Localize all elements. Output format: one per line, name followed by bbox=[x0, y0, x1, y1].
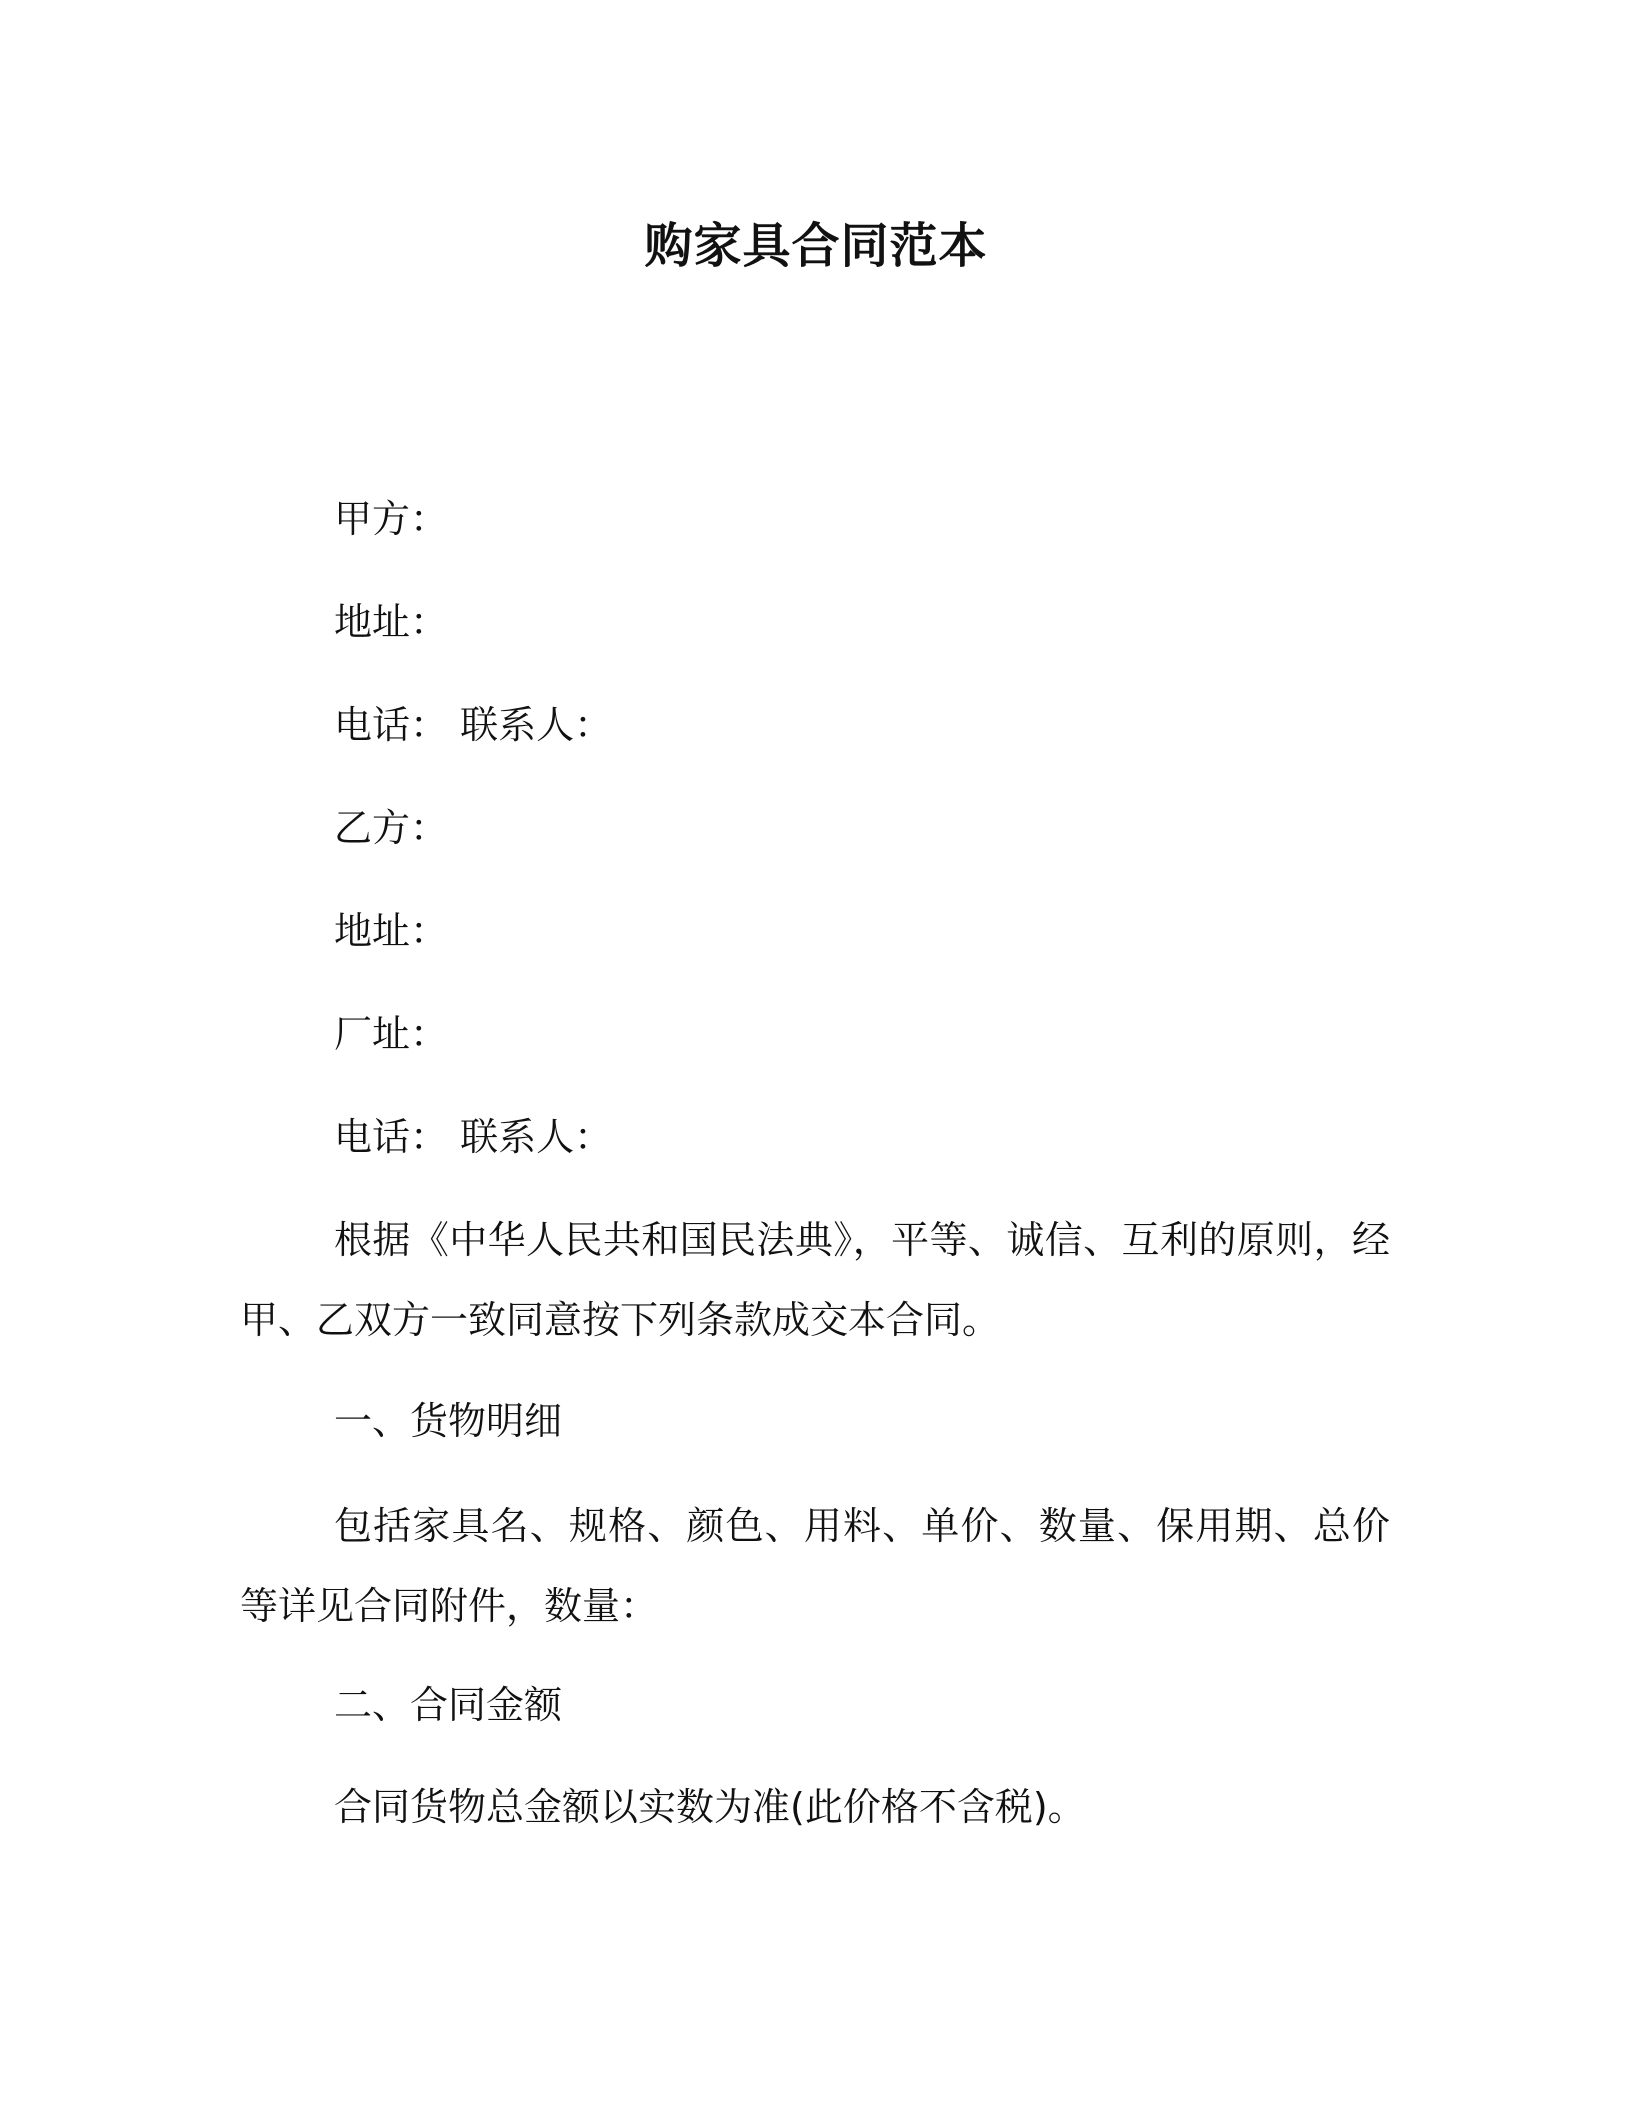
party-b-phone-contact-label: 电话： 联系人： bbox=[334, 1115, 613, 1159]
section-body: 包括家具名、规格、颜色、用料、单价、数量、保用期、总价等详见合同附件，数量： bbox=[240, 1504, 1390, 1628]
party-a-address-label: 地址： bbox=[334, 600, 449, 644]
section-heading: 二、合同金额 bbox=[334, 1683, 563, 1727]
section-heading: 一、货物明细 bbox=[334, 1399, 563, 1443]
document-title: 购家具合同范本 bbox=[644, 218, 988, 274]
party-a-name-label: 甲方： bbox=[334, 497, 449, 541]
section-body: 合同货物总金额以实数为准(此价格不含税)。 bbox=[334, 1785, 1086, 1829]
party-a-phone-contact-label: 电话： 联系人： bbox=[334, 703, 613, 747]
party-b-factory-address-label: 厂址： bbox=[334, 1012, 449, 1056]
party-b-address-label: 地址： bbox=[334, 909, 449, 953]
party-b-name-label: 乙方： bbox=[334, 806, 449, 850]
preamble-paragraph: 根据《中华人民共和国民法典》，平等、诚信、互利的原则，经甲、乙双方一致同意按下列条款成交本合同。 bbox=[240, 1218, 1390, 1342]
